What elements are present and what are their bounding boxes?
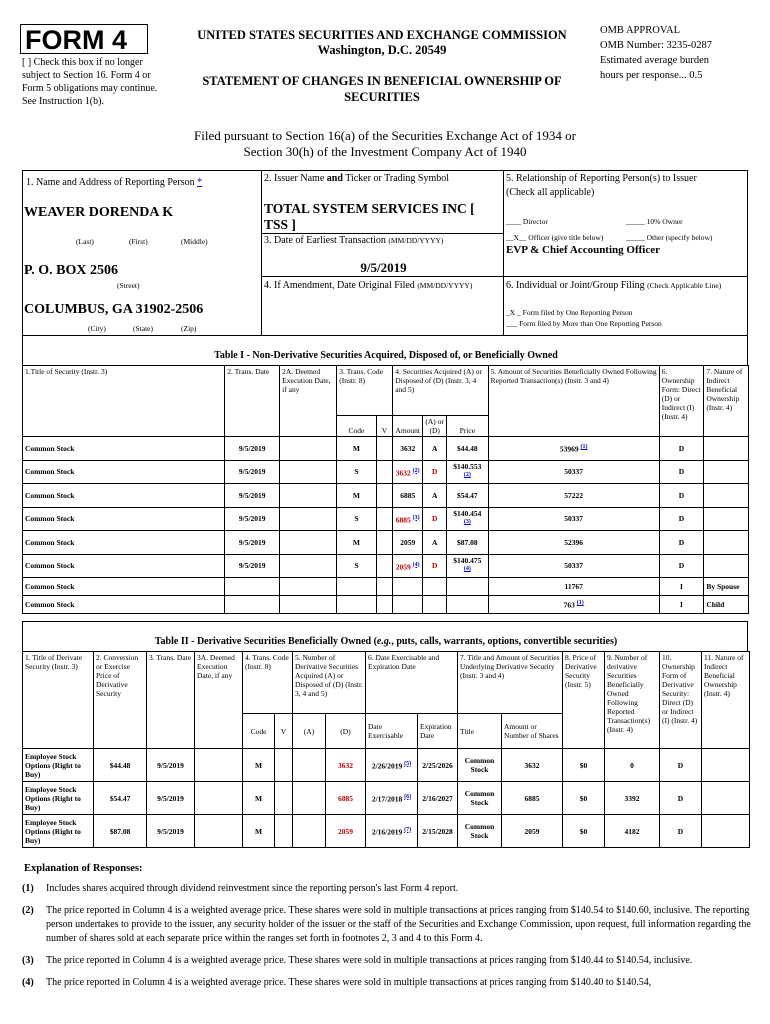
table-row <box>23 782 750 815</box>
transaction-code <box>337 578 376 596</box>
t1-header-securities: 4. Securities Acquired (A) or Disposed of (D) (Instr. 3, 4 and 5) <box>393 366 488 416</box>
amount <box>393 531 423 555</box>
underlying-amount: 6885 <box>502 782 563 815</box>
t1-sub-aord: (A) or (D) <box>423 416 447 437</box>
t1-header-form: 6. Ownership Form: Direct (D) or Indirect (I) (Instr. 4) <box>659 366 704 437</box>
box5-label2: (Check all applicable) <box>506 187 595 198</box>
t2-sub-v: V <box>275 714 293 749</box>
derivative-price: $0 <box>563 749 605 782</box>
transaction-code: M <box>243 782 275 815</box>
amount-value: 3632 <box>395 468 411 477</box>
ownership-form: D <box>659 507 704 531</box>
t1-header-date: 2. Trans. Date <box>225 366 280 437</box>
underlying-amount: 2059 <box>502 815 563 848</box>
box1-label-text: 1. Name and Address of Reporting Person <box>26 177 195 188</box>
t1-header-deemed: 2A. Deemed Execution Date, if any <box>280 366 337 437</box>
nature-of-ownership <box>702 749 750 782</box>
explanation-notes <box>22 882 752 998</box>
v-flag <box>275 749 293 782</box>
t2-sub-code: Code <box>243 714 275 749</box>
derivative-title: Employee Stock Options (Right to Buy) <box>23 749 94 782</box>
deemed-date <box>280 596 337 614</box>
deemed-date <box>195 749 243 782</box>
relationship-box <box>503 170 748 277</box>
omb-approval-label: OMB APPROVAL <box>600 25 681 36</box>
footnote-number: (4) <box>22 977 34 988</box>
middle-caption: (Middle) <box>181 237 208 246</box>
price-value: $140.553 <box>453 462 482 471</box>
acquired-disposed: D <box>423 507 447 531</box>
conversion-price: $44.48 <box>94 749 147 782</box>
footnote-link[interactable]: (1) <box>580 444 588 450</box>
zip-caption: (Zip) <box>181 324 197 333</box>
box1-footnote-link[interactable]: * <box>197 177 203 188</box>
non-derivative-table <box>22 365 749 614</box>
derivative-title: Employee Stock Options (Right to Buy) <box>23 782 94 815</box>
underlying-title: Common Stock <box>458 749 502 782</box>
t1-body <box>23 437 749 614</box>
table2-title <box>23 636 749 647</box>
deemed-date <box>280 507 337 531</box>
transaction-code: M <box>337 437 376 461</box>
expiration-date: 2/16/2027 <box>418 782 458 815</box>
single-filer-option: _X _ Form filed by One Reporting Person <box>506 308 633 317</box>
owned-following-value: 50337 <box>564 514 584 524</box>
transaction-date <box>225 596 280 614</box>
nature-of-ownership <box>702 782 750 815</box>
t1-sub-code: Code <box>337 416 376 437</box>
acquired-a <box>293 782 326 815</box>
earliest-transaction-box <box>261 233 504 277</box>
omb-approval-box <box>600 23 760 83</box>
table-row <box>23 460 749 484</box>
derivatives-owned: 3392 <box>605 782 660 815</box>
owned-following-value: 52396 <box>564 537 584 547</box>
t2-header-form: 10. Ownership Form of Derivative Security: Direct (D) or Indirect (I) (Instr. 4) <box>660 652 702 749</box>
security-title: Common Stock <box>23 507 225 531</box>
amount <box>393 596 423 614</box>
omb-burden-line2: hours per response... 0.5 <box>600 70 703 81</box>
footnote-number: (2) <box>22 905 34 916</box>
issuer-name: TOTAL SYSTEM SERVICES INC [ TSS ] <box>264 201 475 232</box>
footnote-text: The price reported in Column 4 is a weighted average price. These shares were sold in multiple transactions at prices ranging from $140.40 to $140.54, <box>46 977 652 988</box>
table2-title-post: , puts, calls, warrants, options, convertible securities) <box>391 636 618 647</box>
table-row <box>23 815 750 848</box>
agency-name: UNITED STATES SECURITIES AND EXCHANGE COMMISSION <box>197 28 567 42</box>
date-exercisable <box>366 782 418 815</box>
owned-following <box>488 531 659 555</box>
acquired-disposed: A <box>423 437 447 461</box>
v-flag <box>376 460 393 484</box>
footnote-link[interactable]: (3) <box>463 519 471 525</box>
derivative-price: $0 <box>563 782 605 815</box>
t2-header-owned: 9. Number of derivative Securities Beneficially Owned Following Reported Transaction(s) (Instr. 4) <box>605 652 660 749</box>
amount-value: 6885 <box>395 515 411 524</box>
acquired-disposed: D <box>423 460 447 484</box>
t1-header-code: 3. Trans. Code (Instr. 8) <box>337 366 393 416</box>
footnote-text: The price reported in Column 4 is a weighted average price. These shares were sold in multiple transactions at prices ranging from $140.44 to $140.54, inclusive. <box>46 955 693 966</box>
date-exercisable <box>366 815 418 848</box>
transaction-code: M <box>337 531 376 555</box>
t2-header-price: 8. Price of Derivative Security (Instr. 5) <box>563 652 605 749</box>
owned-following <box>488 507 659 531</box>
t2-sub-amount: Amount or Number of Shares <box>502 714 563 749</box>
omb-burden-line1: Estimated average burden <box>600 55 710 66</box>
t2-header-title: 1. Title of Derivate Security (Instr. 3) <box>23 652 94 749</box>
t2-header-nature: 11. Nature of Indirect Beneficial Ownership (Instr. 4) <box>702 652 750 749</box>
transaction-code: M <box>243 815 275 848</box>
security-title: Common Stock <box>23 554 225 578</box>
price-value: $140.475 <box>453 556 482 565</box>
filed-pursuant-line1: Filed pursuant to Section 16(a) of the Securities Exchange Act of 1934 or <box>194 128 576 143</box>
ownership-form: D <box>659 460 704 484</box>
box2-label-pre: 2. Issuer Name <box>264 173 327 184</box>
box4-label <box>264 280 472 291</box>
t2-sub-a: (A) <box>293 714 326 749</box>
derivatives-owned: 4182 <box>605 815 660 848</box>
conversion-price: $87.08 <box>94 815 147 848</box>
officer-title: EVP & Chief Accounting Officer <box>506 244 660 256</box>
footnote <box>22 954 752 968</box>
box2-label-post: Ticker or Trading Symbol <box>342 173 450 184</box>
owned-following <box>488 437 659 461</box>
footnote-text: The price reported in Column 4 is a weighted average price. These shares were sold in multiple transactions at prices ranging from $140.54 to $140.60, inclusive. The reporting person undertakes to provide to the issuer, any security holder of the issuer or the staff of the Securities and Exchange Commission, upon request, full information regarding the number of shares sold at each separate price within the ranges set forth in footnotes 2, 3 and 4 to this Form 4. <box>46 905 751 944</box>
transaction-code <box>337 596 376 614</box>
director-option: ____ Director <box>506 217 548 226</box>
street-address: P. O. BOX 2506 <box>24 263 118 278</box>
owned-following-value: 11767 <box>564 582 583 591</box>
amount-value: 3632 <box>400 443 416 453</box>
table1-title-box <box>22 335 748 365</box>
underlying-title: Common Stock <box>458 782 502 815</box>
v-flag <box>376 554 393 578</box>
box6-label <box>506 280 721 291</box>
owned-following-value: 57222 <box>564 490 584 500</box>
nature-of-ownership <box>704 507 749 531</box>
v-flag <box>376 596 393 614</box>
nature-of-ownership <box>702 815 750 848</box>
city-caption: (City) <box>88 324 106 333</box>
filed-pursuant-line2: Section 30(h) of the Investment Company Act of 1940 <box>243 144 527 159</box>
first-caption: (First) <box>129 237 148 246</box>
ownership-form: D <box>659 554 704 578</box>
security-title: Common Stock <box>23 460 225 484</box>
omb-number: OMB Number: 3235-0287 <box>600 40 712 51</box>
footnote <box>22 976 752 990</box>
agency-heading <box>172 28 592 58</box>
table2-title-em: e.g. <box>376 636 392 647</box>
nature-of-ownership <box>704 484 749 508</box>
price-value: $44.48 <box>457 443 478 453</box>
security-title: Common Stock <box>23 484 225 508</box>
price-value: $140.454 <box>453 509 482 518</box>
amendment-box <box>261 276 504 336</box>
box6-label-text: 6. Individual or Joint/Group Filing <box>506 280 645 291</box>
footnote-link[interactable]: (6) <box>404 793 412 800</box>
deemed-date <box>280 484 337 508</box>
transaction-date: 9/5/2019 <box>225 554 280 578</box>
transaction-code: M <box>243 749 275 782</box>
nature-of-ownership: Child <box>704 596 749 614</box>
t1-sub-price: Price <box>447 416 489 437</box>
amount-value: 6885 <box>400 490 416 500</box>
derivative-price: $0 <box>563 815 605 848</box>
reporting-person-box <box>22 170 262 336</box>
ownership-form: D <box>659 531 704 555</box>
acquired-a <box>293 749 326 782</box>
deemed-date <box>280 578 337 596</box>
deemed-date <box>195 782 243 815</box>
owned-following-value: 53969 <box>559 444 579 454</box>
disposed-d: 6885 <box>326 782 366 815</box>
underlying-amount: 3632 <box>502 749 563 782</box>
transaction-date: 9/5/2019 <box>225 460 280 484</box>
footnote <box>22 904 752 946</box>
transaction-date: 9/5/2019 <box>147 749 195 782</box>
box1-label <box>26 177 202 188</box>
t2-body <box>23 749 750 848</box>
reporting-person-name: WEAVER DORENDA K <box>24 205 174 220</box>
box3-label <box>264 235 443 246</box>
price <box>447 554 489 578</box>
deemed-date <box>280 554 337 578</box>
date-exercisable-value: 2/17/2018 <box>371 794 403 804</box>
t1-header-nature: 7. Nature of Indirect Beneficial Ownership (Instr. 4) <box>704 366 749 437</box>
amount <box>393 460 423 484</box>
security-title: Common Stock <box>23 578 225 596</box>
security-title: Common Stock <box>23 531 225 555</box>
amount <box>393 578 423 596</box>
deemed-date <box>195 815 243 848</box>
owned-following <box>488 596 659 614</box>
disposed-d: 3632 <box>326 749 366 782</box>
transaction-date: 9/5/2019 <box>225 507 280 531</box>
amount <box>393 554 423 578</box>
security-title: Common Stock <box>23 596 225 614</box>
ownership-form: I <box>659 596 704 614</box>
acquired-disposed: A <box>423 484 447 508</box>
t2-header-code: 4. Trans. Code (Instr. 8) <box>243 652 293 714</box>
footnote-link[interactable]: (1) <box>576 600 584 607</box>
footnote-text: Includes shares acquired through dividend reinvestment since the reporting person's last Form 4 report. <box>46 883 459 894</box>
footnote-link[interactable]: (3) <box>412 514 420 521</box>
ownership-form: D <box>660 749 702 782</box>
ownership-form: D <box>659 484 704 508</box>
owned-following <box>488 554 659 578</box>
acquired-disposed <box>423 578 447 596</box>
table-row <box>23 484 749 508</box>
last-caption: (Last) <box>76 237 94 246</box>
table2-title-pre: Table II - Derivative Securities Beneficially Owned ( <box>154 636 377 647</box>
box6-label-small: (Check Applicable Line) <box>647 281 722 290</box>
filed-pursuant-text <box>150 128 620 160</box>
t2-sub-exercisable: Date Exercisable <box>366 714 418 749</box>
amount <box>393 507 423 531</box>
price-value: $87.08 <box>457 537 478 547</box>
t2-header-underlying: 7. Title and Amount of Securities Underlying Derivative Security (Instr. 3 and 4) <box>458 652 563 714</box>
acquired-disposed: D <box>423 554 447 578</box>
t1-sub-amount: Amount <box>393 416 423 437</box>
box5-label1: 5. Relationship of Reporting Person(s) to Issuer <box>506 173 697 184</box>
owned-following-value: 50337 <box>564 561 584 571</box>
transaction-date: 9/5/2019 <box>225 437 280 461</box>
footnote-link[interactable]: (4) <box>412 561 420 568</box>
acquired-disposed <box>423 596 447 614</box>
table-row <box>23 437 749 461</box>
city-state-zip: COLUMBUS, GA 31902-2506 <box>24 302 204 317</box>
deemed-date <box>280 460 337 484</box>
owned-following <box>488 460 659 484</box>
t2-header-deemed: 3A. Deemed Execution Date, if any <box>195 652 243 749</box>
table-row <box>23 507 749 531</box>
deemed-date <box>280 437 337 461</box>
filing-type-box <box>503 276 748 336</box>
table1-title: Table I - Non-Derivative Securities Acquired, Disposed of, or Beneficially Owned <box>214 350 558 361</box>
street-caption: (Street) <box>117 281 140 290</box>
footnote-number: (3) <box>22 955 34 966</box>
box3-label-format: (MM/DD/YYYY) <box>388 236 444 245</box>
transaction-code: M <box>337 484 376 508</box>
footnote-link[interactable]: (4) <box>463 566 471 572</box>
transaction-date <box>225 578 280 596</box>
box2-label <box>264 173 449 184</box>
nature-of-ownership <box>704 531 749 555</box>
expiration-date: 2/15/2028 <box>418 815 458 848</box>
transaction-code: S <box>337 507 376 531</box>
price <box>447 531 489 555</box>
disposed-d: 2059 <box>326 815 366 848</box>
t2-sub-d: (D) <box>326 714 366 749</box>
box4-label-format: (MM/DD/YYYY) <box>417 281 473 290</box>
footnote-link[interactable]: (2) <box>412 467 420 474</box>
derivative-title: Employee Stock Options (Right to Buy) <box>23 815 94 848</box>
transaction-date: 9/5/2019 <box>147 782 195 815</box>
group-filer-option: ___ Form filed by More than One Reporting Person <box>506 319 662 328</box>
table-row <box>23 554 749 578</box>
nature-of-ownership <box>704 460 749 484</box>
ten-percent-owner-option: _____ 10% Owner <box>626 217 683 226</box>
amount <box>393 437 423 461</box>
v-flag <box>376 437 393 461</box>
transaction-date: 9/5/2019 <box>225 484 280 508</box>
amount <box>393 484 423 508</box>
issuer-box <box>261 170 504 234</box>
acquired-disposed: A <box>423 531 447 555</box>
box3-label-text: 3. Date of Earliest Transaction <box>264 235 386 246</box>
nature-of-ownership: By Spouse <box>704 578 749 596</box>
v-flag <box>376 484 393 508</box>
derivatives-owned: 0 <box>605 749 660 782</box>
t1-sub-v: V <box>376 416 393 437</box>
price <box>447 437 489 461</box>
expiration-date: 2/25/2026 <box>418 749 458 782</box>
date-exercisable <box>366 749 418 782</box>
t2-header-conversion: 2. Conversion or Exercise Price of Derivative Security <box>94 652 147 749</box>
price <box>447 484 489 508</box>
derivative-table <box>22 651 750 848</box>
price <box>447 507 489 531</box>
footnote-number: (1) <box>22 883 34 894</box>
price-value: $54.47 <box>457 490 478 500</box>
ownership-form: D <box>660 815 702 848</box>
owned-following-value: 763 <box>563 600 575 610</box>
ownership-form: I <box>659 578 704 596</box>
v-flag <box>376 507 393 531</box>
transaction-date: 9/5/2019 <box>147 815 195 848</box>
box4-label-text: 4. If Amendment, Date Original Filed <box>264 280 415 291</box>
deemed-date <box>280 531 337 555</box>
v-flag <box>376 531 393 555</box>
security-title: Common Stock <box>23 437 225 461</box>
t2-sub-expiration: Expiration Date <box>418 714 458 749</box>
table-row <box>23 531 749 555</box>
v-flag <box>275 782 293 815</box>
ownership-form: D <box>659 437 704 461</box>
table-row <box>23 749 750 782</box>
amount-value: 2059 <box>395 562 411 571</box>
t1-header-title: 1.Title of Security (Instr. 3) <box>23 366 225 437</box>
officer-option: __X__ Officer (give title below) <box>506 233 604 242</box>
underlying-title: Common Stock <box>458 815 502 848</box>
conversion-price: $54.47 <box>94 782 147 815</box>
footnote <box>22 882 752 896</box>
nature-of-ownership <box>704 554 749 578</box>
table-row <box>23 596 749 614</box>
agency-location: Washington, D.C. 20549 <box>317 43 447 57</box>
ownership-form: D <box>660 782 702 815</box>
owned-following <box>488 484 659 508</box>
price <box>447 460 489 484</box>
t1-header-owned: 5. Amount of Securities Beneficially Owned Following Reported Transaction(s) (Instr. 3 and 4) <box>488 366 659 437</box>
v-flag <box>376 578 393 596</box>
footnote-link[interactable]: (2) <box>463 472 471 478</box>
price <box>447 596 489 614</box>
form-title: FORM 4 <box>20 24 148 54</box>
box2-label-and: and <box>326 173 343 184</box>
t2-header-number: 5. Number of Derivative Securities Acquired (A) or Disposed of (D) (Instr. 3, 4 and 5) <box>293 652 366 714</box>
explanation-heading: Explanation of Responses: <box>24 863 143 874</box>
table2-title-box <box>22 621 748 651</box>
transaction-code: S <box>337 460 376 484</box>
t2-sub-title: Title <box>458 714 502 749</box>
owned-following-value: 50337 <box>564 467 584 477</box>
earliest-transaction-date: 9/5/2019 <box>360 260 407 275</box>
date-exercisable-value: 2/26/2019 <box>371 761 403 771</box>
price <box>447 578 489 596</box>
statement-title: STATEMENT OF CHANGES IN BENEFICIAL OWNERSHIP OF SECURITIES <box>202 74 562 104</box>
section16-checkbox-note: [ ] Check this box if no longer subject to Section 16. Form 4 or Form 5 obligations may continue. See Instruction 1(b). <box>22 57 158 107</box>
table-row <box>23 578 749 596</box>
transaction-date: 9/5/2019 <box>225 531 280 555</box>
t2-header-exercisable: 6. Date Exercisable and Expiration Date <box>366 652 458 714</box>
other-option: _____ Other (specify below) <box>626 233 713 242</box>
acquired-a <box>293 815 326 848</box>
v-flag <box>275 815 293 848</box>
date-exercisable-value: 2/16/2019 <box>371 827 403 837</box>
amount-value: 2059 <box>400 537 416 547</box>
state-caption: (State) <box>133 324 153 333</box>
nature-of-ownership <box>704 437 749 461</box>
footnote-link[interactable]: (7) <box>404 826 412 833</box>
transaction-code: S <box>337 554 376 578</box>
t2-header-date: 3. Trans. Date <box>147 652 195 749</box>
owned-following <box>488 578 659 596</box>
footnote-link[interactable]: (5) <box>404 760 412 767</box>
